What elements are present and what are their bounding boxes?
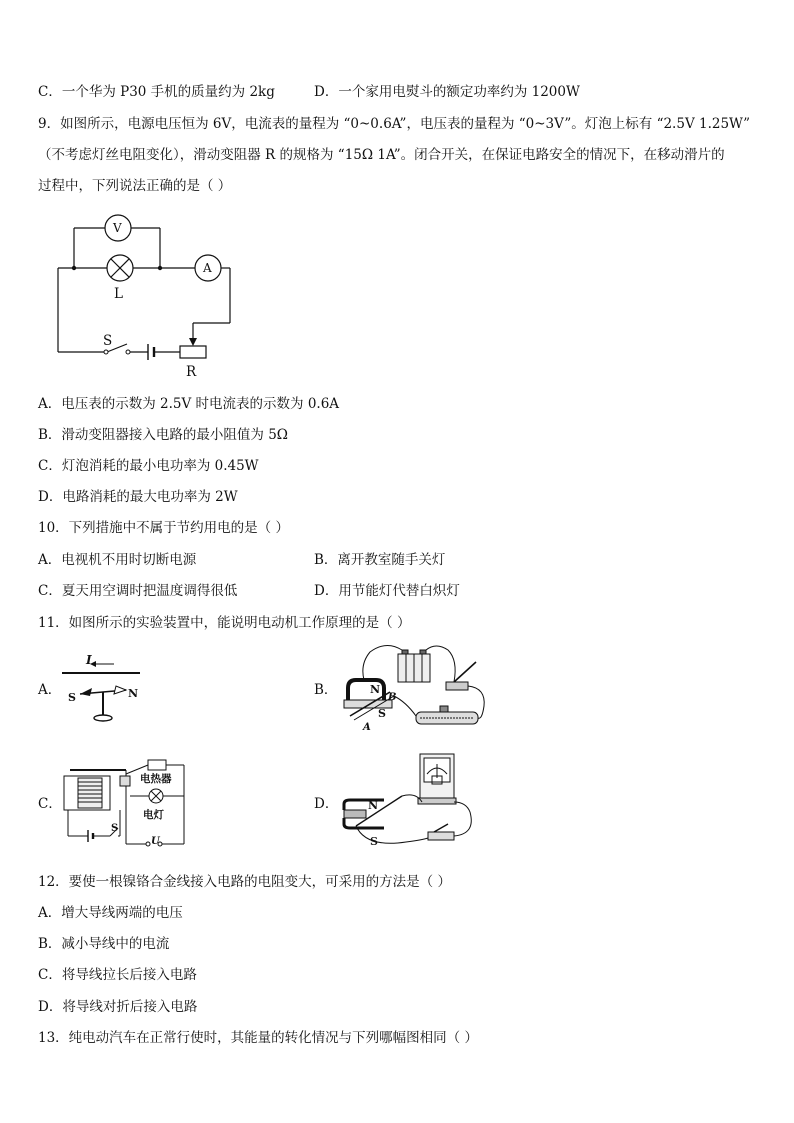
q11-figure-d-induction [336,752,486,852]
q12-option-d: D．将导线对折后接入电路 [38,999,198,1015]
fig-a-current-label: I [86,653,92,667]
q9-stem-line1: 9．如图所示，电源电压恒为 6V，电流表的量程为 “0~0.6A”，电压表的量程为 “0~3V”。灯泡上标有 “2.5V 1.25W” [38,116,751,132]
q9-option-a: A．电压表的示数为 2.5V 时电流表的示数为 0.6A [38,396,340,412]
q9-option-c: C．灯泡消耗的最小电功率为 0.45W [38,458,259,474]
q10-option-d: D．用节能灯代替白炽灯 [314,583,460,599]
rheostat-label: R [186,364,197,380]
q11-label-d: D． [314,796,339,812]
fig-d-s-label: S [370,835,378,848]
fig-c-u-label: U [151,836,160,847]
q10-option-c: C．夏天用空调时把温度调得很低 [38,583,238,599]
q12-option-b: B．减小导线中的电流 [38,936,170,952]
fig-b-s-label: S [378,707,386,720]
rheostat-symbol [180,346,206,358]
q9-circuit-diagram [50,210,250,382]
fig-b-a-label: A [363,722,371,733]
q10-stem: 10．下列措施中不属于节约用电的是（ ） [38,520,289,536]
ammeter-label: A [203,261,212,275]
q10-option-a: A．电视机不用时切断电源 [38,552,197,568]
q9-option-b: B．滑动变阻器接入电路的最小阻值为 5Ω [38,427,288,443]
q10-option-b: B．离开教室随手关灯 [314,552,446,568]
fig-c-lamp-label: 电灯 [143,809,164,821]
fig-b-b-label: B [388,692,397,703]
switch-label: S [103,333,113,349]
q12-option-c: C．将导线拉长后接入电路 [38,967,197,983]
fig-d-n-label: N [368,799,379,812]
q8-option-c: C．一个华为 P30 手机的质量约为 2kg [38,84,275,100]
q9-stem-line2: （不考虑灯丝电阻变化），滑动变阻器 R 的规格为 “15Ω 1A”。闭合开关，在保证电路安全的情况下，在移动滑片的 [38,147,725,163]
q12-option-a: A．增大导线两端的电压 [38,905,183,921]
lamp-label: L [114,286,123,302]
q11-label-a: A． [38,682,62,698]
q8-option-d: D．一个家用电熨斗的额定功率约为 1200W [314,84,580,100]
voltmeter-label: V [113,221,122,235]
fig-c-s-label: S [111,823,119,834]
fig-a-s-label: S [68,691,76,704]
q9-option-d: D．电路消耗的最大电功率为 2W [38,489,238,505]
fig-b-n-label: N [370,683,381,696]
q11-stem: 11．如图所示的实验装置中，能说明电动机工作原理的是（ ） [38,615,411,631]
q12-stem: 12．要使一根镍铬合金线接入电路的电阻变大，可采用的方法是（ ） [38,874,451,890]
q13-stem: 13．纯电动汽车在正常行使时，其能量的转化情况与下列哪幅图相同（ ） [38,1030,478,1046]
q11-figure-b-motor [336,640,498,736]
fig-c-heater-label: 电热器 [140,773,172,785]
q11-label-b: B． [314,682,338,698]
q11-label-c: C． [38,796,62,812]
q9-stem-line3: 过程中，下列说法正确的是（ ） [38,178,232,194]
fig-a-n-label: N [128,687,139,700]
